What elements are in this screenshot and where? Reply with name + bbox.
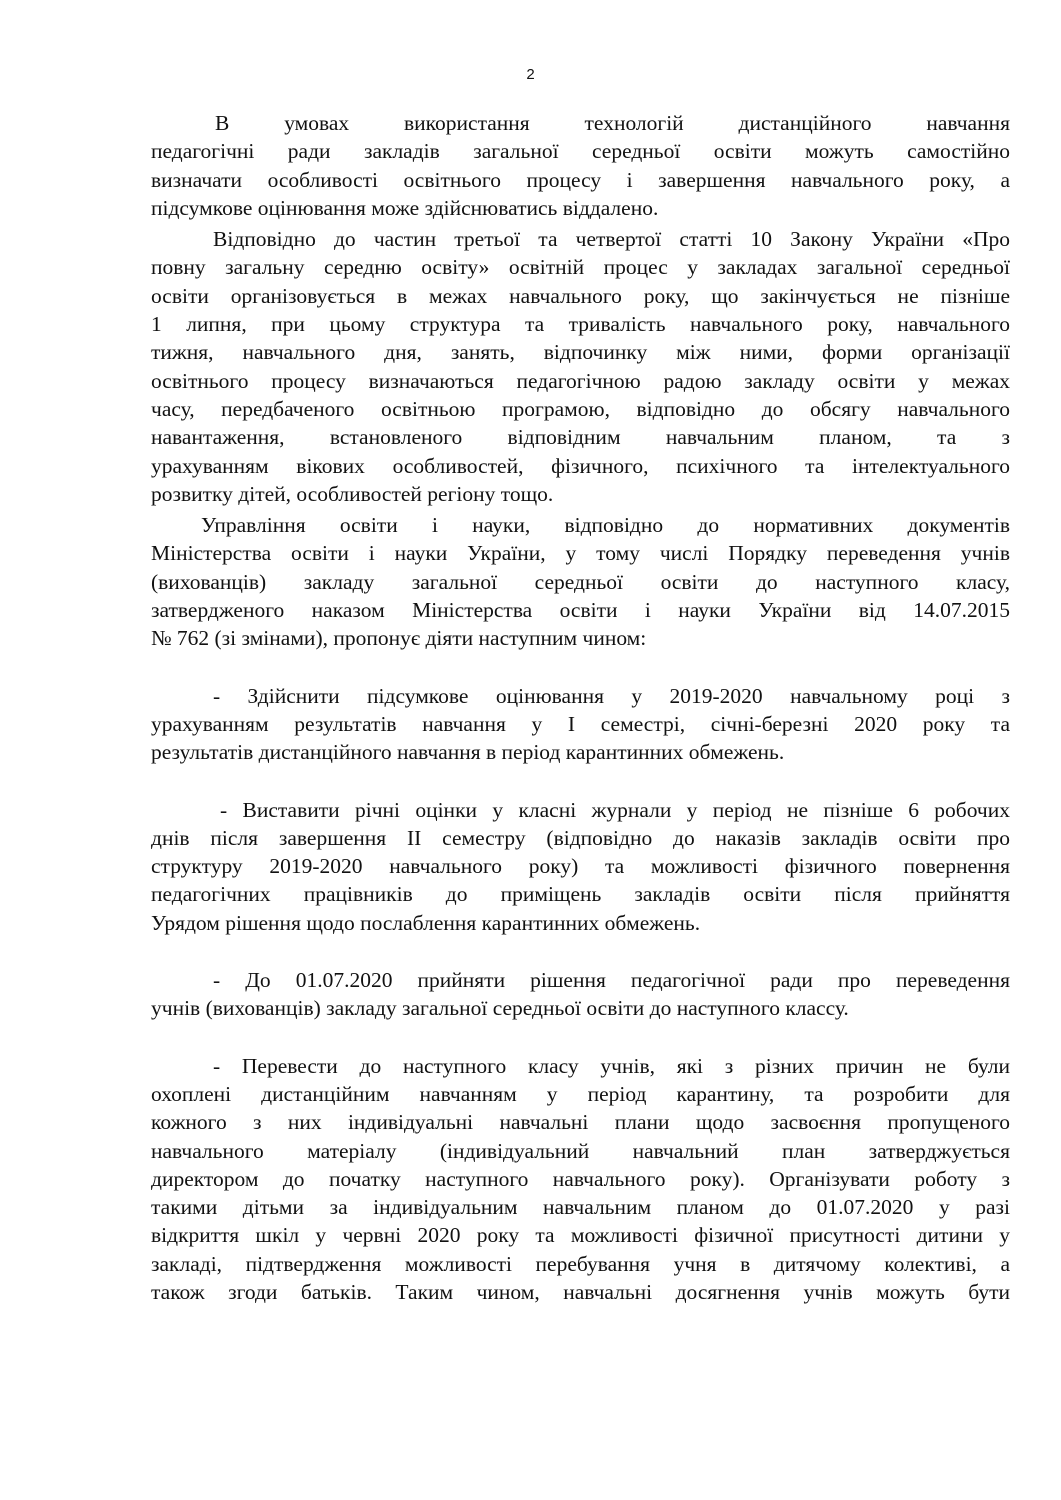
text-line: повну загальну середню освіту» освітній процес у закладах загальної середньої bbox=[151, 255, 1010, 280]
paragraph-distance-learning bbox=[151, 109, 1010, 222]
text-line: - Перевести до наступного класу учнів, які з різних причин не були bbox=[213, 1053, 1010, 1078]
text-line: навантаження, встановленого відповідним навчальним планом, та з bbox=[151, 425, 1010, 450]
text-line: - Виставити річні оцінки у класні журнали у період не пізніше 6 робочих bbox=[220, 797, 1010, 822]
text-line: кожного з них індивідуальні навчальні плани щодо засвоєння пропущеного bbox=[151, 1110, 1010, 1135]
page-number: 2 bbox=[526, 66, 535, 83]
list-item-transfer-students bbox=[151, 1052, 1010, 1307]
text-line: № 762 (зі змінами), пропонує діяти наступним чином: bbox=[151, 626, 647, 651]
text-line: - До 01.07.2020 прийняти рішення педагогічної ради про переведення bbox=[213, 968, 1010, 993]
text-line: освіти організовується в межах навчального року, що закінчується не пізніше bbox=[151, 283, 1010, 308]
text-line: підсумкове оцінювання може здійснюватись віддалено. bbox=[151, 195, 659, 220]
list-item-council-decision bbox=[151, 966, 1010, 1023]
list-item-final-assessment bbox=[151, 682, 1010, 767]
text-line: 1 липня, при цьому структура та тривалість навчального року, навчального bbox=[151, 312, 1010, 337]
text-line: педагогічних працівників до приміщень закладів освіти після прийняття bbox=[151, 882, 1010, 907]
text-line: освітнього процесу визначаються педагогічною радою закладу освіти у межах bbox=[151, 368, 1010, 393]
text-line: урахуванням вікових особливостей, фізичного, психічного та інтелектуального bbox=[151, 453, 1010, 478]
text-line: В умовах використання технологій дистанційного навчання bbox=[215, 111, 1010, 135]
text-line: учнів (вихованців) закладу загальної середньої освіти до наступного классу. bbox=[151, 996, 849, 1021]
text-line: охоплені дистанційним навчанням у період карантину, та розробити для bbox=[151, 1081, 1010, 1106]
text-line: урахуванням результатів навчання у І семестрі, січні-березні 2020 року та bbox=[151, 711, 1010, 736]
text-line: Управління освіти і науки, відповідно до нормативних документів bbox=[201, 513, 1010, 538]
text-line: днів після завершення ІІ семестру (відповідно до наказів закладів освіти про bbox=[151, 825, 1010, 850]
text-line: визначати особливості освітнього процесу і завершення навчального року, а bbox=[151, 167, 1010, 192]
text-line: директором до початку наступного навчального року). Організувати роботу з bbox=[151, 1166, 1010, 1191]
document-body bbox=[151, 109, 1010, 1306]
text-line: відкриття шкіл у червні 2020 року та можливості фізичної присутності дитини у bbox=[151, 1223, 1010, 1248]
text-line: (вихованців) закладу загальної середньої освіти до наступного класу, bbox=[151, 569, 1010, 594]
paragraph-law-reference bbox=[151, 225, 1010, 508]
text-line: - Здійснити підсумкове оцінювання у 2019-2020 навчальному році з bbox=[213, 683, 1010, 708]
text-line: структуру 2019-2020 навчального року) та можливості фізичного повернення bbox=[151, 854, 1010, 879]
paragraph-department-proposal bbox=[151, 511, 1010, 652]
text-line: результатів дистанційного навчання в період карантинних обмежень. bbox=[151, 740, 785, 765]
text-line: розвитку дітей, особливостей регіону тощо. bbox=[151, 481, 554, 506]
list-item-annual-grades bbox=[151, 796, 1010, 937]
text-line: тижня, навчального дня, занять, відпочинку між ними, форми організації bbox=[151, 340, 1010, 365]
text-line: часу, передбаченого освітньою програмою, відповідно до обсягу навчального bbox=[151, 396, 1010, 421]
text-line: Міністерства освіти і науки України, у тому числі Порядку переведення учнів bbox=[151, 541, 1010, 566]
text-line: також згоди батьків. Таким чином, навчальні досягнення учнів можуть бути bbox=[151, 1279, 1010, 1304]
text-line: навчального матеріалу (індивідуальний навчальний план затверджується bbox=[151, 1138, 1010, 1163]
text-line: закладі, підтвердження можливості перебування учня в дитячому колективі, а bbox=[151, 1251, 1010, 1276]
text-line: такими дітьми за індивідуальним навчальним планом до 01.07.2020 у разі bbox=[151, 1195, 1010, 1220]
text-line: педагогічні ради закладів загальної середньої освіти можуть самостійно bbox=[151, 139, 1010, 164]
text-line: Відповідно до частин третьої та четвертої статті 10 Закону України «Про bbox=[213, 227, 1010, 252]
text-line: затвердженого наказом Міністерства освіти і науки України від 14.07.2015 bbox=[151, 598, 1010, 623]
text-line: Урядом рішення щодо послаблення карантинних обмежень. bbox=[151, 910, 701, 935]
